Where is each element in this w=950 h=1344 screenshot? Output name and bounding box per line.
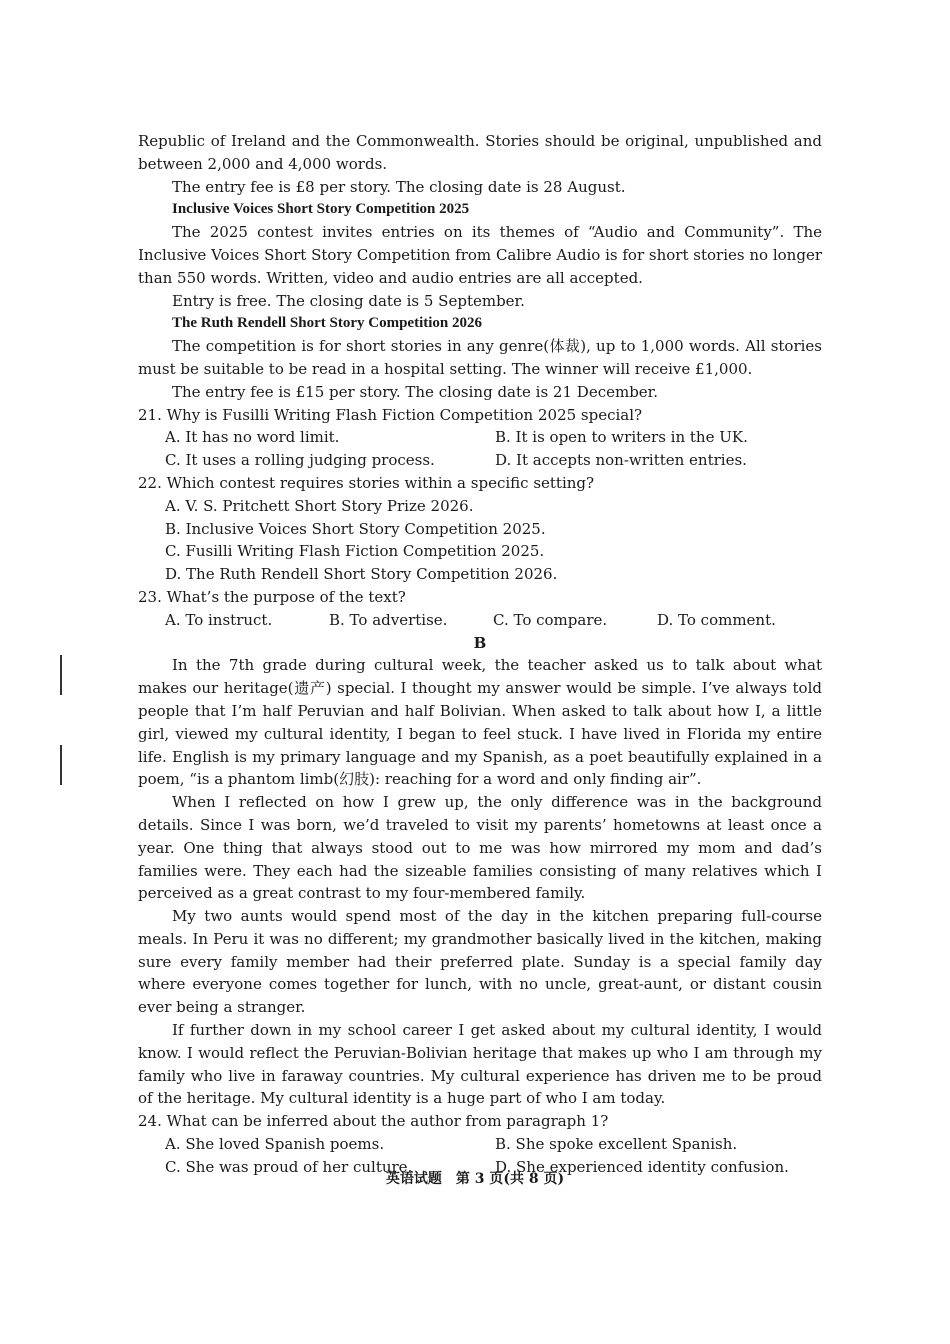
paragraph: My two aunts would spend most of the day in the kitchen preparing full-course meals. In Peru it was no different; my grandmother basically lived in the kitchen, making sure every family member had their preferred plate. Sunday is a special family day where everyone comes together for lunch, with no uncle, great-aunt, or distant cousin ever being a stranger. bbox=[138, 907, 822, 1017]
paragraph: The entry fee is £15 per story. The closing date is 21 December. bbox=[172, 382, 658, 401]
option-d: D. It accepts non-written entries. bbox=[495, 451, 747, 470]
paragraph: The entry fee is £8 per story. The closing date is 28 August. bbox=[172, 177, 626, 196]
paragraph: In the 7th grade during cultural week, the teacher asked us to talk about what makes our heritage(遗产) special. I thought my answer would be simple. I’ve always told people that I’m half Peruvian and half Bolivian. When asked to talk about how I, a little girl, viewed my cultural identity, I began to feel stuck. I have lived in Florida my entire life. English is my primary language and my Spanish, as a poet beautifully explained in a poem, “is a phantom limb(幻肢): reaching for a word and only finding air”. bbox=[138, 656, 822, 789]
option-b: B. Inclusive Voices Short Story Competition 2025. bbox=[165, 519, 546, 538]
question-21-stem: 21. Why is Fusilli Writing Flash Fiction Competition 2025 special? bbox=[138, 405, 643, 424]
question-23-stem: 23. What’s the purpose of the text? bbox=[138, 587, 406, 606]
option-c: C. She was proud of her culture. bbox=[165, 1157, 413, 1176]
option-b: B. She spoke excellent Spanish. bbox=[495, 1135, 738, 1154]
page-footer: 英语试题 第 3 页(共 8 页) bbox=[385, 1171, 565, 1187]
question-24-options-row bbox=[138, 1133, 822, 1156]
competition-heading: The Ruth Rendell Short Story Competition 2026 bbox=[172, 315, 483, 332]
section-label: B bbox=[473, 633, 487, 652]
question-21-options-row bbox=[138, 449, 822, 472]
option-a: A. It has no word limit. bbox=[165, 428, 340, 447]
option-d: D. To comment. bbox=[657, 610, 776, 629]
option-b: B. To advertise. bbox=[329, 610, 448, 629]
question-21-options-row bbox=[138, 426, 822, 449]
question-23-options-row bbox=[138, 609, 822, 632]
margin-line-1 bbox=[60, 655, 62, 695]
option-c: C. Fusilli Writing Flash Fiction Competition 2025. bbox=[165, 542, 545, 561]
option-a: A. To instruct. bbox=[165, 610, 273, 629]
option-b: B. It is open to writers in the UK. bbox=[495, 428, 748, 447]
question-22-stem: 22. Which contest requires stories within a specific setting? bbox=[138, 473, 595, 492]
competition-heading: Inclusive Voices Short Story Competition 2025 bbox=[172, 201, 470, 218]
paragraph: If further down in my school career I get asked about my cultural identity, I would know. I would reflect the Peruvian-Bolivian heritage that makes up who I am through my family who live in faraway countries. My cultural experience has driven me to be proud of the heritage. My cultural identity is a huge part of who I am today. bbox=[138, 1021, 822, 1108]
paragraph: The 2025 contest invites entries on its themes of “Audio and Community”. The Inclusive Voices Short Story Competition from Calibre Audio is for short stories no longer than 550 words. Written, video and audio entries are all accepted. bbox=[138, 223, 822, 287]
paragraph: The competition is for short stories in any genre(体裁), up to 1,000 words. All stories must be suitable to be read in a hospital setting. The winner will receive £1,000. bbox=[138, 337, 822, 378]
option-d: D. The Ruth Rendell Short Story Competition 2026. bbox=[165, 565, 558, 584]
question-24-stem: 24. What can be inferred about the author from paragraph 1? bbox=[138, 1112, 609, 1131]
option-c: C. To compare. bbox=[493, 610, 608, 629]
exam-page-content bbox=[138, 130, 822, 1179]
paragraph: When I reflected on how I grew up, the only difference was in the background details. Since I was born, we’d traveled to visit my parents’ hometowns at least once a year. One thing that always stood out to me was how mirrored my mom and dad’s families were. They each had the sizeable families consisting of many relatives which I perceived as a great contrast to my four-membered family. bbox=[138, 793, 822, 903]
option-c: C. It uses a rolling judging process. bbox=[165, 451, 435, 470]
option-d: D. She experienced identity confusion. bbox=[495, 1157, 789, 1176]
margin-line-2 bbox=[60, 745, 62, 785]
option-a: A. She loved Spanish poems. bbox=[165, 1135, 385, 1154]
paragraph: Republic of Ireland and the Commonwealth. Stories should be original, unpublished and between 2,000 and 4,000 words. bbox=[138, 132, 822, 173]
paragraph: Entry is free. The closing date is 5 September. bbox=[172, 291, 525, 310]
option-a: A. V. S. Pritchett Short Story Prize 2026. bbox=[165, 496, 474, 515]
